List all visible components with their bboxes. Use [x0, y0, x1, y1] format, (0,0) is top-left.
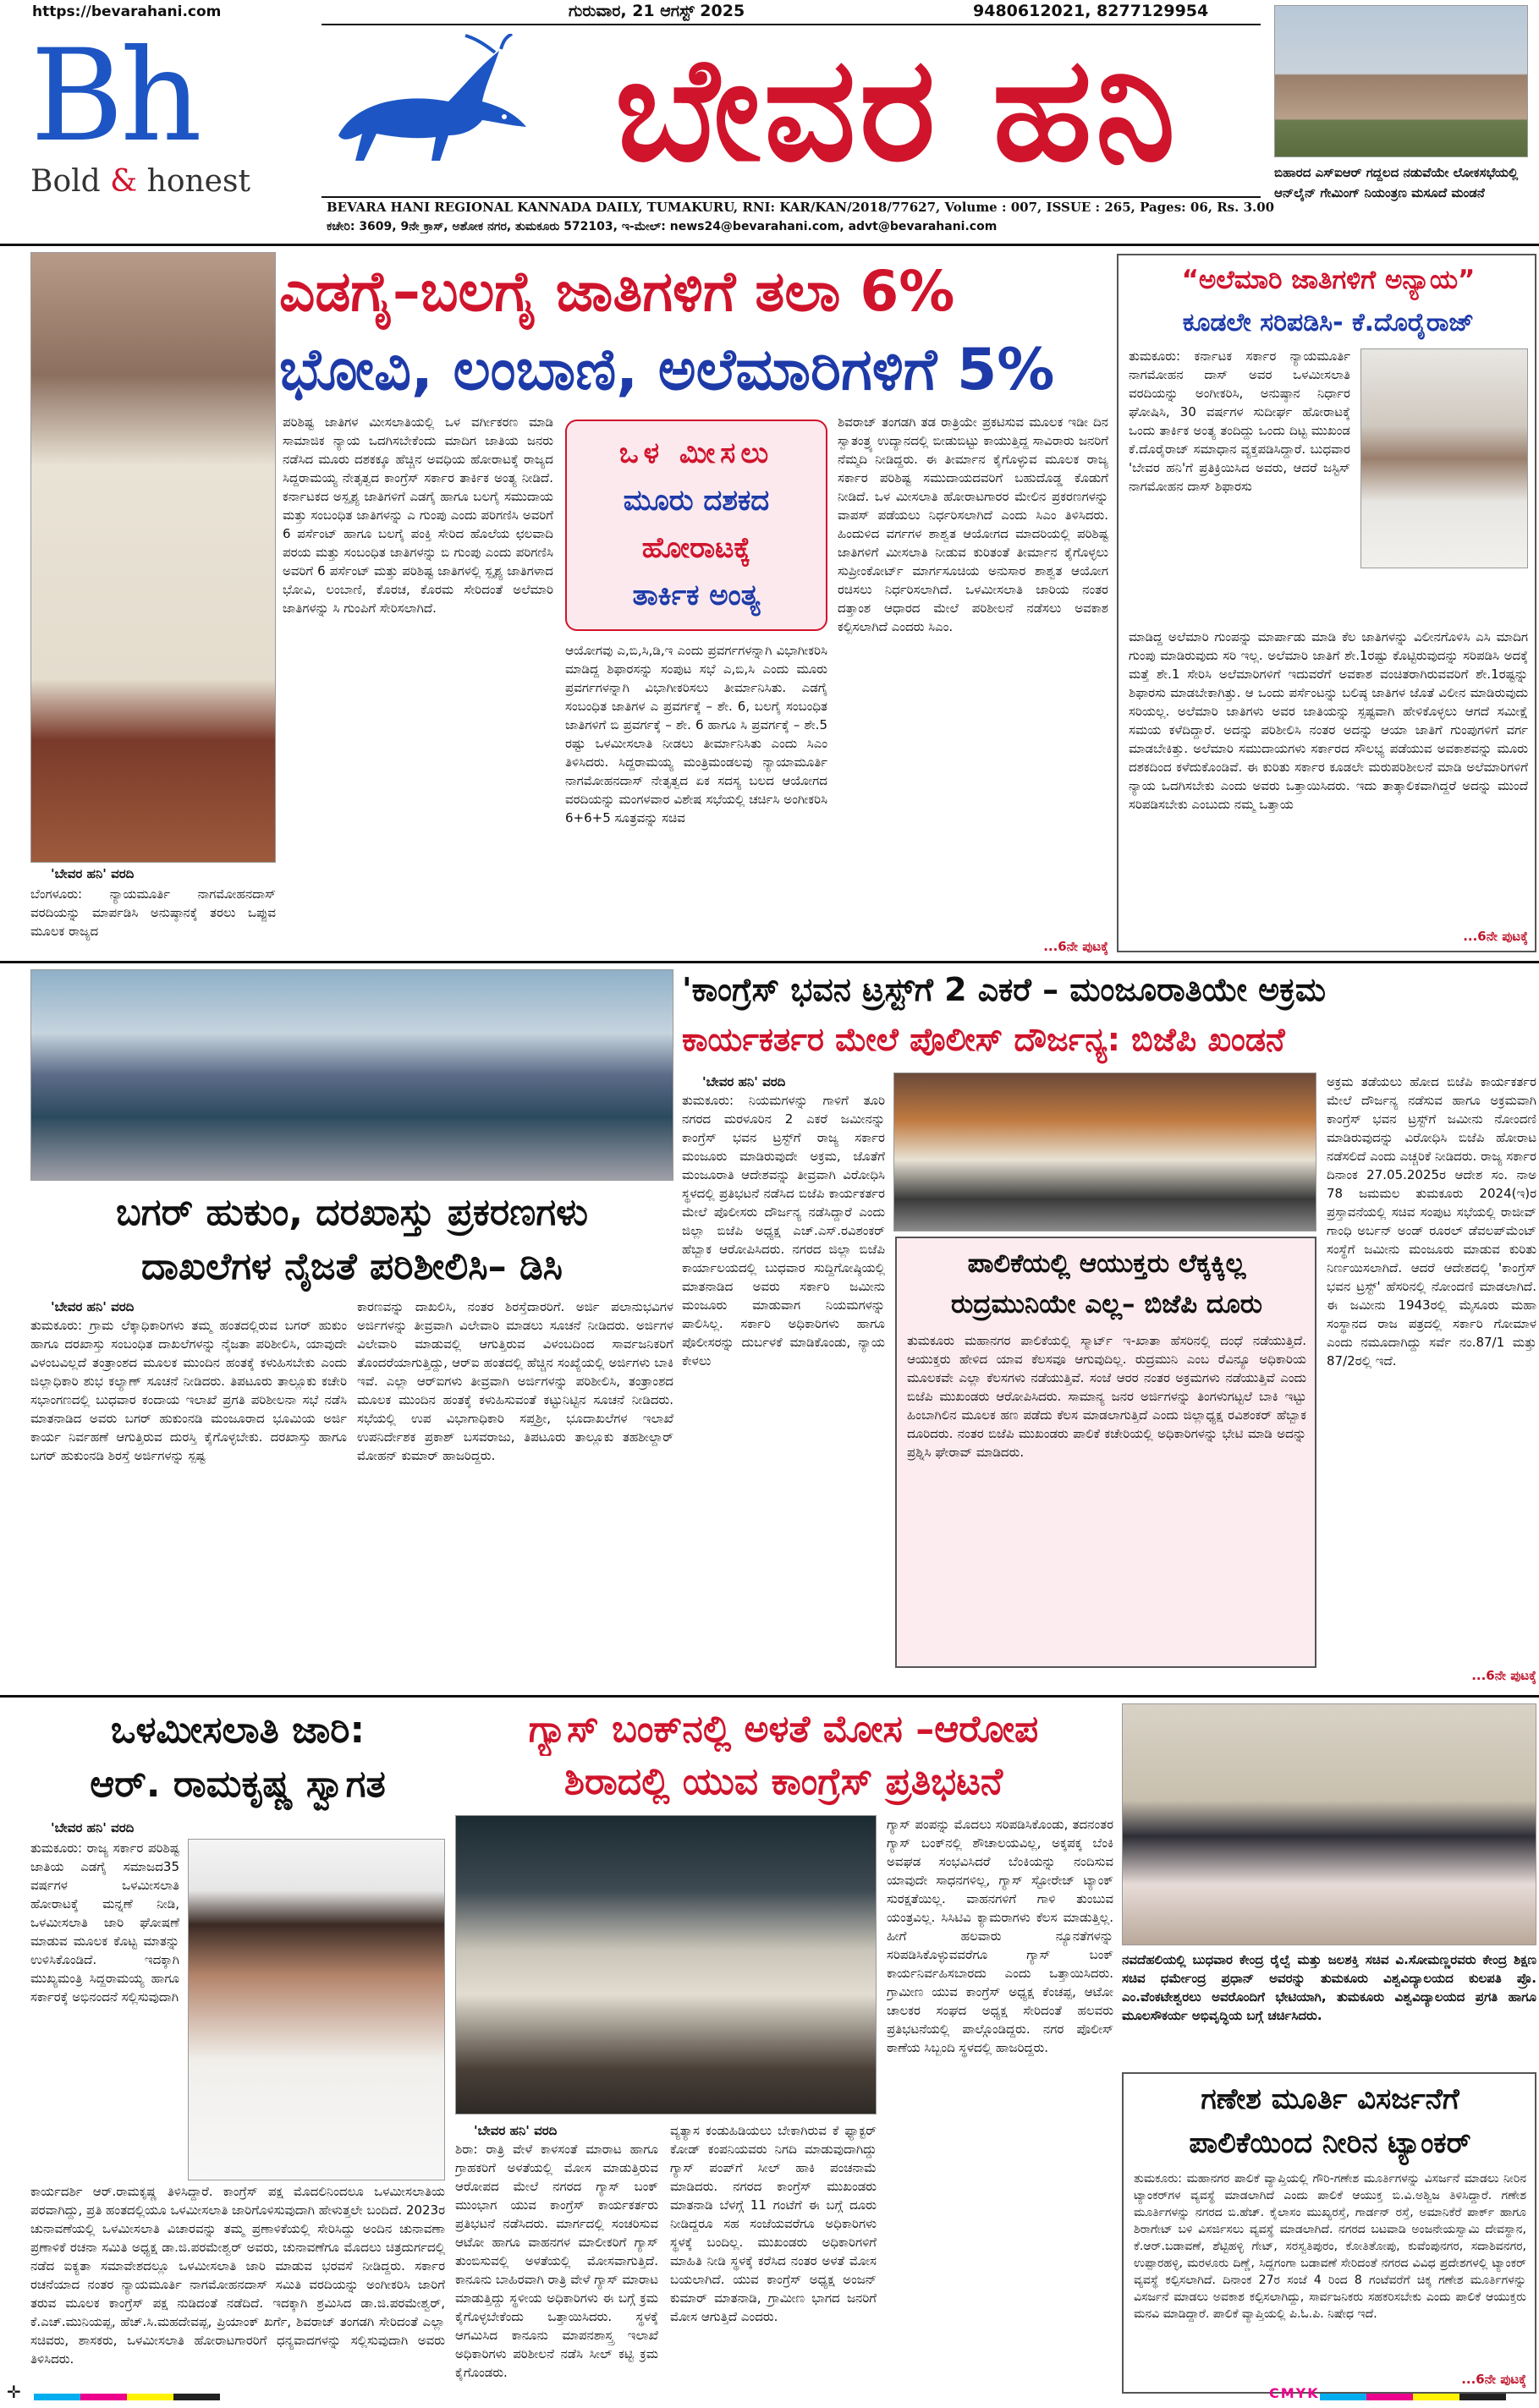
congress-headline-2: ಕಾರ್ಯಕರ್ತರ ಮೇಲೆ ಪೊಲೀಸ್ ದೌರ್ಜನ್ಯ: ಬಿಜೆಪಿ ಖಂಡನೆ — [682, 1021, 1285, 1058]
palike-body: ತುಮಕೂರು ಮಹಾನಗರ ಪಾಲಿಕೆಯಲ್ಲಿ ಸ್ಮಾರ್ಟ್ ಇ-ಖಾತಾ ಹೆಸರಿನಲ್ಲಿ ದಂಧೆ ನಡೆಯುತ್ತಿದೆ. ಆಯುಕ್ತರು ಹೇಳಿದ ಯಾವ ಕೆಲಸವೂ ಆಗುವುದಿಲ್ಲ. ರುದ್ರಮುನಿ ಎಂಬ ರೆವಿನ್ಯೂ ಅಧಿಕಾರಿಯ ಮೂಲಕವೇ ಎಲ್ಲಾ ಕೆಲಸಗಳು ನಡೆಯುತ್ತಿವೆ. ಸಂಜೆ ಆರರ ನಂತರ ಅಕ್ರಮಗಳು ನಡೆಯುತ್ತಿವೆ ಎಂದು ಬಿಜೆಪಿ ಮುಖಂಡರು ಆರೋಪಿಸಿದರು. ಸಾಮಾನ್ಯ ಜನರ ಅರ್ಜಿಗಳನ್ನು ತಿಂಗಳುಗಟ್ಟಲೆ ಬಾಕಿ ಇಟ್ಟು ಹಿಂಬಾಗಿಲಿನ ಮೂಲಕ ಹಣ ಪಡೆದು ಕೆಲಸ ಮಾಡಲಾಗುತ್ತಿದೆ ಎಂದು ಜಿಲ್ಲಾಧ್ಯಕ್ಷ ರವಿಶಂಕರ್ ಹೆಬ್ಬಾಕ ದೂರಿದರು. ನಂತರ ಬಿಜೆಪಿ ಮುಖಂಡರು ಪಾಲಿಕೆ ಕಚೇರಿಯಲ್ಲಿ ಅಧಿಕಾರಿಗಳನ್ನು ಭೇಟಿ ಮಾಡಿ ಅದನ್ನು ಪ್ರಶ್ನಿಸಿ ಘೇರಾವ್ ಮಾಡಿದರು. — [907, 1333, 1306, 1460]
congress-col1: ತುಮಕೂರು: ನಿಯಮಗಳನ್ನು ಗಾಳಿಗೆ ತೂರಿ ನಗರದ ಮರಳೂರಿನ 2 ಎಕರೆ ಜಮೀನನ್ನು ಕಾಂಗ್ರೆಸ್ ಭವನ ಟ್ರಸ್ಟ್‌ಗೆ ರಾಜ್ಯ ಸರ್ಕಾರ ಮಂಜೂರು ಮಾಡಿರುವುದೇ ಅಕ್ರಮ, ಜೊತೆಗೆ ಮಂಜೂರಾತಿ ಆದೇಶವನ್ನು ತೀವ್ರವಾಗಿ ವಿರೋಧಿಸಿ ಸ್ಥಳದಲ್ಲಿ ಪ್ರತಿಭಟನೆ ನಡೆಸಿದ ಬಿಜೆಪಿ ಕಾರ್ಯಕರ್ತರ ಮೇಲೆ ಪೊಲೀಸರು ದೌರ್ಜನ್ಯ ನಡೆಸಿದ್ದಾರೆ ಎಂದು ಜಿಲ್ಲಾ ಬಿಜೆಪಿ ಅಧ್ಯಕ್ಷ ಎಚ್.ಎಸ್.ರವಿಶಂಕರ್ ಹೆಬ್ಬಾಕ ಆರೋಪಿಸಿದರು. ನಗರದ ಜಿಲ್ಲಾ ಬಿಜೆಪಿ ಕಾರ್ಯಾಲಯದಲ್ಲಿ ಬುಧವಾರ ಸುದ್ದಿಗೋಷ್ಠಿಯಲ್ಲಿ ಮಾತನಾಡಿದ ಅವರು ಸರ್ಕಾರಿ ಜಮೀನು ಮಂಜೂರು ಮಾಡುವಾಗ ನಿಯಮಗಳನ್ನು ಪಾಲಿಸಿಲ್ಲ. ಸರ್ಕಾರಿ ಅಧಿಕಾರಿಗಳು ಹಾಗೂ ಪೊಲೀಸರನ್ನು ದುರ್ಬಳಕೆ ಮಾಡಿಕೊಂಡು, ನ್ಯಾಯ ಕೇಳಲು — [682, 1093, 885, 1369]
palike-box — [895, 1237, 1316, 1668]
ramakrishna-photo — [188, 1839, 445, 2180]
congress-headline-1: 'ಕಾಂಗ್ರೆಸ್ ಭವನ ಟ್ರಸ್ಟ್‌ಗೆ 2 ಎಕರೆ – ಮಂಜೂರಾತಿಯೇ ಅಕ್ರಮ — [682, 971, 1327, 1008]
olameesalu-body: ಕಾರ್ಯದರ್ಶಿ ಆರ್.ರಾಮಕೃಷ್ಣ ತಿಳಿಸಿದ್ದಾರೆ. ಕಾಂಗ್ರೆಸ್ ಪಕ್ಷ ಮೊದಲಿನಿಂದಲೂ ಒಳಮೀಸಲಾತಿಯ ಪರವಾಗಿದ್ದು, ಪ್ರತಿ ಹಂತದಲ್ಲಿಯೂ ಒಳಮೀಸಲಾತಿ ಜಾರಿಗೊಳಿಸುವುದಾಗಿ ಹೇಳುತ್ತಲೇ ಬಂದಿದೆ. 2023ರ ಚುನಾವಣೆಯಲ್ಲಿ ಒಳಮೀಸಲಾತಿ ವಿಚಾರವನ್ನು ತಮ್ಮ ಪ್ರಣಾಳಿಕೆಯಲ್ಲಿ ಸೇರಿಸಿದ್ದು ಅಂದಿನ ಚುನಾವಣಾ ಪ್ರಣಾಳಿಕೆ ರಚನಾ ಸಮಿತಿ ಅಧ್ಯಕ್ಷ ಡಾ.ಜಿ.ಪರಮೇಶ್ವರ್ ಅವರು, ಚುನಾವಣೆಗೂ ಮೊದಲು ಚಿತ್ರದುರ್ಗದಲ್ಲಿ ನಡೆದ ಐಕ್ಯತಾ ಸಮಾವೇಶದಲ್ಲೂ ಒಳಮೀಸಲಾತಿ ಜಾರಿ ಮಾಡುವ ಭರವಸೆ ನೀಡಿದ್ದರು. ಸರ್ಕಾರ ರಚನೆಯಾದ ನಂತರ ನ್ಯಾಯಮೂರ್ತಿ ನಾಗಮೋಹನದಾಸ್ ಸಮಿತಿ ವರದಿಯನ್ನು ಅಂಗೀಕರಿಸಿ ಜಾರಿಗೆ ತರುವ ಮೂಲಕ ಕಾಂಗ್ರೆಸ್ ಪಕ್ಷ ನುಡಿದಂತೆ ನಡೆದಿದೆ. ಇದಕ್ಕಾಗಿ ಶ್ರಮಿಸಿದ ಡಾ.ಜಿ.ಪರಮೇಶ್ವರ್, ಕೆ.ಎಚ್.ಮುನಿಯಪ್ಪ, ಹೆಚ್.ಸಿ.ಮಹದೇವಪ್ಪ, ಪ್ರಿಯಾಂಕ್ ಖರ್ಗೆ, ಶಿವರಾಜ್ ತಂಗಡಗಿ ಸೇರಿದಂತೆ ಎಲ್ಲಾ ಸಚಿವರು, ಶಾಸಕರು, ಒಳಮೀಸಲಾತಿ ಹೋರಾಟಗಾರರಿಗೆ ಧನ್ಯವಾದಗಳನ್ನು ಸಲ್ಲಿಸುವುದಾಗಿ ಅವರು ತಿಳಿಸಿದರು. — [30, 2184, 445, 2367]
gas-protest-photo — [455, 1815, 877, 2115]
alemari-continued[interactable]: ...6ನೇ ಪುಟಕ್ಕೆ — [1463, 929, 1528, 944]
bagar-col2: ಕಾರಣವನ್ನು ದಾಖಲಿಸಿ, ನಂತರ ಶಿರಸ್ತೆದಾರರಿಗೆ. ಅರ್ಜಿ ಪಲಾನುಭವಿಗಳ ಅರ್ಜಿಗಳನ್ನು ತೀವ್ರವಾಗಿ ವಿಲೇವಾರಿ ಮಾಡಲು ಸೂಚನೆ ನೀಡಿದರು. ಅರ್ಜಿಗಳ ವಿಲೇವಾರಿ ಮಾಡುವಲ್ಲಿ ಆಗುತ್ತಿರುವ ವಿಳಂಬದಿಂದ ಸಾರ್ವಜನಿಕರಿಗೆ ತೊಂದರೆಯಾಗುತ್ತಿದ್ದು, ಆರ್‌ಐ ಹಂತದಲ್ಲಿ ಹೆಚ್ಚಿನ ಸಂಖ್ಯೆಯಲ್ಲಿ ಅರ್ಜಿಗಳು ಬಾಕಿ ಇವೆ. ಎಲ್ಲಾ ಆರ್‌ಐಗಳು ತೀವ್ರವಾಗಿ ಅರ್ಜಿಗಳನ್ನು ಪರಿಶೀಲಿಸಿ, ತಂತ್ರಾಂಶದ ಮೂಲಕ ಮುಂದಿನ ಹಂತಕ್ಕೆ ಕಳುಹಿಸುವಂತೆ ಕಟ್ಟುನಿಟ್ಟಿನ ಸೂಚನೆ ನೀಡಿದರು. ಸಭೆಯಲ್ಲಿ ಉಪ ವಿಭಾಗಾಧಿಕಾರಿ ಸಪ್ತಶ್ರೀ, ಭೂದಾಖಲೆಗಳ ಇಲಾಖೆ ಉಪನಿರ್ದೇಶಕ ಪ್ರಕಾಶ್ ಬಸವರಾಜು, ತಿಪಟೂರು ತಾಲ್ಲೂಕು ತಹಶೀಲ್ದಾರ್ ಮೋಹನ್ ಕುಮಾರ್ ಹಾಜರಿದ್ದರು. — [357, 1299, 673, 1463]
bagar-headline-2: ದಾಖಲೆಗಳ ನೈಜತೆ ಪರಿಶೀಲಿಸಿ– ಡಿಸಿ — [140, 1245, 563, 1288]
bjp-pressmeet-photo — [893, 1072, 1316, 1231]
color-bar-right — [1320, 2394, 1506, 2400]
lead-col4: ಶಿವರಾಜ್ ತಂಗಡಗಿ ತಡ ರಾತ್ರಿಯೇ ಪ್ರಕಟಿಸುವ ಮೂಲಕ ಇಡೀ ದಿನ ಸ್ವಾತಂತ್ರ್ಯ ಉದ್ಯಾನದಲ್ಲಿ ಬೀಡುಬಿಟ್ಟು ಕಾಯುತ್ತಿದ್ದ ಸಾವಿರಾರು ಜನರಿಗೆ ನೆಮ್ಮದಿ ನೀಡಿದ್ದರು. ಈ ತೀರ್ಮಾನ ಕೈಗೊಳ್ಳುವ ಮೂಲಕ ರಾಜ್ಯ ಸರ್ಕಾರ ಪರಿಶಿಷ್ಟ ಸಮುದಾಯದವರಿಗೆ ಬಹುದೊಡ್ಡ ಕೊಡುಗೆ ನೀಡಿದೆ. ಒಳ ಮೀಸಲಾತಿ ಹೋರಾಟಗಾರರ ಮೇಲಿನ ಪ್ರಕರಣಗಳನ್ನು ವಾಪಸ್ ಪಡೆಯಲು ನಿರ್ಧರಿಸಲಾಗಿದೆ ಎಂದು ಸಿಎಂ ತಿಳಿಸಿದರು. ಹಿಂದುಳಿದ ವರ್ಗಗಳ ಶಾಶ್ವತ ಆಯೋಗದ ಮಾದರಿಯಲ್ಲಿ ಪರಿಶಿಷ್ಟ ಜಾತಿಗಳಿಗೆ ಮೀಸಲಾತಿ ನೀಡುವ ಕುರಿತಂತೆ ತೀರ್ಮಾನ ಕೈಗೊಳ್ಳಲು ಸುಪ್ರೀಂಕೋರ್ಟ್ ಮಾರ್ಗಸೂಚಿಯ ಅನುಸಾರ ಶಾಶ್ವತ ಆಯೋಗ ರಚಿಸಲು ನಿರ್ಧರಿಸಲಾಗಿದೆ. ಒಳಮೀಸಲಾತಿ ಜಾರಿಯ ನಂತರ ದತ್ತಾಂಶ ಆಧಾರದ ಮೇಲೆ ಪರಿಶೀಲನೆ ನಡೆಸಲು ಅವಕಾಶ ಕಲ್ಪಿಸಲಾಗಿದೆ ಎಂದರು ಸಿಎಂ. — [838, 414, 1108, 634]
gas-headline-2: ಶಿರಾದಲ್ಲಿ ಯುವ ಕಾಂಗ್ರೆಸ್ ಪ್ರತಿಭಟನೆ — [563, 1760, 1003, 1803]
alemari-headline-1: “ಅಲೆಮಾರಿ ಜಾತಿಗಳಿಗೆ ಅನ್ಯಾಯ” — [1181, 265, 1476, 295]
ganesha-continued[interactable]: ...6ನೇ ಪುಟಕ್ಕೆ — [1461, 2372, 1526, 2387]
phone-numbers: 9480612021, 8277129954 — [973, 2, 1209, 20]
lead-col1: ಬೆಂಗಳೂರು: ನ್ಯಾಯಮೂರ್ತಿ ನಾಗಮೋಹನದಾಸ್ ವರದಿಯನ್ನು ಮಾರ್ಪಡಿಸಿ ಅನುಷ್ಠಾನಕ್ಕೆ ತರಲು ಒಪ್ಪುವ ಮೂಲಕ ರಾಜ್ಯದ — [30, 886, 276, 939]
gas-col1: ಶಿರಾ: ರಾತ್ರಿ ವೇಳೆ ಕಾಳಸಂತೆ ಮಾರಾಟ ಹಾಗೂ ಗ್ರಾಹಕರಿಗೆ ಅಳತೆಯಲ್ಲಿ ಮೋಸ ಮಾಡುತ್ತಿರುವ ಆರೋಪದ ಮೇಲೆ ನಗರದ ಗ್ಯಾಸ್ ಬಂಕ್ ಮುಂಭಾಗ ಯುವ ಕಾಂಗ್ರೆಸ್ ಕಾರ್ಯಕರ್ತರು ಪ್ರತಿಭಟನೆ ನಡೆಸಿದರು. ಮಾರ್ಗದಲ್ಲಿ ಸಂಚರಿಸುವ ಆಟೋ ಹಾಗೂ ವಾಹನಗಳ ಮಾಲೀಕರಿಗೆ ಗ್ಯಾಸ್ ತುಂಬಿಸುವಲ್ಲಿ ಅಳತೆಯಲ್ಲಿ ಮೋಸವಾಗುತ್ತಿದೆ. ಕಾನೂನು ಬಾಹಿರವಾಗಿ ರಾತ್ರಿ ವೇಳೆ ಗ್ಯಾಸ್ ಮಾರಾಟ ಮಾಡುತ್ತಿದ್ದು ಸ್ಥಳೀಯ ಅಧಿಕಾರಿಗಳು ಈ ಬಗ್ಗೆ ಕ್ರಮ ಕೈಗೊಳ್ಳಬೇಕೆಂದು ಒತ್ತಾಯಿಸಿದರು. ಸ್ಥಳಕ್ಕೆ ಆಗಮಿಸಿದ ಕಾನೂನು ಮಾಪನಶಾಸ್ತ್ರ ಇಲಾಖೆ ಅಧಿಕಾರಿಗಳು ಪರಿಶೀಲನೆ ನಡೆಸಿ ಸೀಲ್ ಕಟ್ಟಿ ಕ್ರಮ ಕೈಗೊಂಡರು. — [455, 2142, 658, 2380]
masthead-title: ಬೇವರ ಹನಿ — [614, 26, 1179, 194]
blackbuck-logo-icon — [305, 34, 533, 169]
lead-headline-2: ಭೋವಿ, ಲಂಬಾಣಿ, ಅಲೆಮಾರಿಗಳಿಗೆ 5% — [279, 337, 1055, 403]
lead-continued[interactable]: ...6ನೇ ಪುಟಕ್ಕೆ — [1043, 939, 1108, 954]
callout-line-4: ತಾರ್ಕಿಕ ಅಂತ್ಯ — [632, 579, 761, 612]
callout-line-3: ಹೋರಾಟಕ್ಕೆ — [641, 531, 751, 565]
bagar-headline-1: ಬಗರ್ ಹುಕುಂ, ದರಖಾಸ್ತು ಪ್ರಕರಣಗಳು — [115, 1191, 589, 1234]
lead-col3: ಆಯೋಗವು ಎ,ಬಿ,ಸಿ,ಡಿ,ಇ ಎಂದು ಪ್ರವರ್ಗಗಳನ್ನಾಗಿ ವಿಭಾಗೀಕರಿಸಿ ಮಾಡಿದ್ದ ಶಿಫಾರಸನ್ನು ಸಂಪುಟ ಸಭೆ ಎ,ಬಿ,ಸಿ ಎಂದು ಮೂರು ಪ್ರವರ್ಗಗಳನ್ನಾಗಿ ವಿಭಾಗೀಕರಿಸಲು ತೀರ್ಮಾನಿಸಿತು. ಎಡಗೈ ಸಂಬಂಧಿತ ಜಾತಿಗಳ ಎ ಪ್ರವರ್ಗಕ್ಕೆ – ಶೇ. 6, ಬಲಗೈ ಸಂಬಂಧಿತ ಜಾತಿಗಳಿಗೆ ಬಿ ಪ್ರವರ್ಗಕ್ಕೆ – ಶೇ. 6 ಹಾಗೂ ಸಿ ಪ್ರವರ್ಗಕ್ಕೆ – ಶೇ.5 ರಷ್ಟು ಒಳಮೀಸಲಾತಿ ನೀಡಲು ತೀರ್ಮಾನಿಸಿತು ಎಂದು ಸಿಎಂ ತಿಳಿಸಿದರು. ಸಿದ್ದರಾಮಯ್ಯ ಮಂತ್ರಿಮಂಡಲವು ನ್ಯಾಯಾಮೂರ್ತಿ ನಾಗಮೋಹನದಾಸ್ ನೇತೃತ್ವದ ಏಕ ಸದಸ್ಯ ಬಲದ ಆಯೋಗದ ವರದಿಯನ್ನು ಮಂಗಳವಾರ ವಿಶೇಷ ಸಭೆಯಲ್ಲಿ ಚರ್ಚಿಸಿ ಅಂಗೀಕರಿಸಿ 6+6+5 ಸೂತ್ರವನ್ನು ಸಚಿವ — [565, 643, 827, 826]
minister-visit-photo — [1122, 1703, 1536, 1945]
cmyk-label: CMYK — [1269, 2385, 1320, 2401]
ganesha-headline-2: ಪಾಲಿಕೆಯಿಂದ ನೀರಿನ ಟ್ಯಾಂಕರ್ — [1189, 2126, 1471, 2160]
gas-col2: ವ್ಯತ್ಯಾಸ ಕಂಡುಹಿಡಿಯಲು ಬೇಕಾಗಿರುವ ಕೆ ಫ್ಯಾಕ್ಟರ್ ಕೋಡ್ ಕಂಪನಿಯವರು ನಿಗದಿ ಮಾಡುವುದಾಗಿದ್ದು ಗ್ಯಾಸ್ ಪಂಪ್‌ಗೆ ಸೀಲ್ ಹಾಕಿ ಪಂಚನಾಮೆ ಮಾಡಿದರು. ನಗರದ ಕಾಂಗ್ರೆಸ್ ಮುಖಂಡರು ಮಾತನಾಡಿ ಬೆಳಗ್ಗೆ 11 ಗಂಟೆಗೆ ಈ ಬಗ್ಗೆ ದೂರು ನೀಡಿದ್ದರೂ ಸಹ ಸಂಜೆಯವರೆಗೂ ಅಧಿಕಾರಿಗಳು ಸ್ಥಳಕ್ಕೆ ಬಂದಿಲ್ಲ. ಮುಖಂಡರು ಅಧಿಕಾರಿಗಳಿಗೆ ಮಾಹಿತಿ ನೀಡಿ ಸ್ಥಳಕ್ಕೆ ಕರೆಸಿದ ನಂತರ ಅಳತೆ ಮೋಸ ಬಯಲಾಗಿದೆ. ಯುವ ಕಾಂಗ್ರೆಸ್ ಅಧ್ಯಕ್ಷ ಅಂಜನ್ ಕುಮಾರ್ ಮಾತನಾಡಿ, ಗ್ರಾಮೀಣ ಭಾಗದ ಜನರಿಗೆ ಮೋಸ ಆಗುತ್ತಿದೆ ಎಂದರು. — [670, 2123, 877, 2324]
doraiaraj-photo — [1360, 348, 1528, 568]
congress-continued[interactable]: ...6ನೇ ಪುಟಕ್ಕೆ — [1471, 1668, 1536, 1683]
olameesalu-top: ತುಮಕೂರು: ರಾಜ್ಯ ಸರ್ಕಾರ ಪರಿಶಿಷ್ಟ ಜಾತಿಯ ಎಡಗೈ ಸಮಾಜದ35 ವರ್ಷಗಳ ಒಳಮೀಸಲಾತಿ ಹೋರಾಟಕ್ಕೆ ಮನ್ನಣೆ ನೀಡಿ, ಒಳಮೀಸಲಾತಿ ಜಾರಿ ಘೋಷಣೆ ಮಾಡುವ ಮೂಲಕ ಕೊಟ್ಟ ಮಾತನ್ನು ಉಳಿಸಿಕೊಂಡಿದೆ. ಇದಕ್ಕಾಗಿ ಮುಖ್ಯಮಂತ್ರಿ ಸಿದ್ದರಾಮಯ್ಯ ಹಾಗೂ ಸರ್ಕಾರಕ್ಕೆ ಅಭಿನಂದನೆ ಸಲ್ಲಿಸುವುದಾಗಿ — [30, 1840, 179, 2005]
gas-byline: 'ಬೇವರ ಹನಿ' ವರದಿ — [474, 2123, 558, 2138]
brand-logo — [30, 23, 284, 240]
gas-headline-1: ಗ್ಯಾಸ್ ಬಂಕ್‌ನಲ್ಲಿ ಅಳತೆ ಮೋಸ –ಆರೋಪ — [528, 1708, 1039, 1751]
palike-headline-1: ಪಾಲಿಕೆಯಲ್ಲಿ ಆಯುಕ್ತರು ಲೆಕ್ಕಕ್ಕಿಲ್ಲ — [967, 1248, 1246, 1279]
callout-line-1: ಒಳ ಮೀಸಲು — [618, 436, 774, 470]
callout-line-2: ಮೂರು ದಶಕದ — [623, 484, 770, 518]
registration-mark-icon: ✛ — [7, 2382, 21, 2402]
minister-visit-caption: ನವದೆಹಲಿಯಲ್ಲಿ ಬುಧವಾರ ಕೇಂದ್ರ ರೈಲ್ವೆ ಮತ್ತು ಜಲಶಕ್ತಿ ಸಚಿವ ವಿ.ಸೋಮಣ್ಣರವರು ಕೇಂದ್ರ ಶಿಕ್ಷಣ ಸಚಿವ ಧರ್ಮೇಂದ್ರ ಪ್ರಧಾನ್ ಅವರನ್ನು ತುಮಕೂರು ವಿಶ್ವವಿದ್ಯಾಲಯದ ಕುಲಪತಿ ಪ್ರೊ. ಎಂ.ವೆಂಕಟೇಶ್ವರಲು ಅವರೊಂದಿಗೆ ಭೇಟಿಯಾಗಿ, ತುಮಕೂರು ವಿಶ್ವವಿದ್ಯಾಲಯದ ಪ್ರಗತಿ ಹಾಗೂ ಮೂಲಸೌಕರ್ಯ ಅಭಿವೃದ್ಧಿಯ ಬಗ್ಗೆ ಚರ್ಚಿಸಿದರು. — [1122, 1952, 1536, 2023]
palike-headline-2: ರುದ್ರಮುನಿಯೇ ಎಲ್ಲ– ಬಿಜೆಪಿ ದೂರು — [951, 1289, 1262, 1319]
bagar-col1: ತುಮಕೂರು: ಗ್ರಾಮ ಲೆಕ್ಕಾಧಿಕಾರಿಗಳು ತಮ್ಮ ಹಂತದಲ್ಲಿರುವ ಬಗರ್ ಹುಕುಂ ಹಾಗೂ ದರಖಾಸ್ತು ಸಂಬಂಧಿತ ದಾಖಲೆಗಳನ್ನು ನೈಜತಾ ಪರಿಶೀಲಿಸಿ, ಯಾವುದೇ ವಿಳಂಬವಿಲ್ಲದೆ ತಂತ್ರಾಂಶದ ಮೂಲಕ ಮುಂದಿನ ಹಂತಕ್ಕೆ ಕಳುಹಿಸಬೇಕು ಎಂದು ಜಿಲ್ಲಾಧಿಕಾರಿ ಶುಭ ಕಲ್ಯಾಣ್ ಸೂಚನೆ ನೀಡಿದರು. ತಿಪಟೂರು ತಾಲ್ಲೂಕು ಕಚೇರಿ ಸಭಾಂಗಣದಲ್ಲಿ ಬುಧವಾರ ಕಂದಾಯ ಇಲಾಖೆ ಪ್ರಗತಿ ಪರಿಶೀಲನಾ ಸಭೆ ನಡೆಸಿ ಮಾತನಾಡಿದ ಅವರು ಬಗರ್ ಹುಕುಂನಡಿ ಮಂಜೂರಾದ ಭೂಮಿಯ ಅರ್ಜಿ ಕಾರ್ಯ ನಿರ್ವಹಣೆ ಆಗುತ್ತಿರುವ ದುರಸ್ತಿ ಕೈಗೊಳ್ಳಬೇಕು. ದರಖಾಸ್ತು ಹಾಗೂ ಬಗರ್ ಹುಕುಂನಡಿ ಶಿರಸ್ತೆ ಅರ್ಜಿಗಳನ್ನು ಸ್ಪಷ್ಟ — [30, 1318, 347, 1463]
issue-date: ಗುರುವಾರ, 21 ಆಗಸ್ಟ್ 2025 — [569, 2, 745, 20]
ganesha-headline-1: ಗಣೇಶ ಮೂರ್ತಿ ವಿಸರ್ಜನೆಗೆ — [1201, 2082, 1459, 2116]
olameesalu-headline-1: ಒಳಮೀಸಲಾತಿ ಜಾರಿ: — [110, 1709, 366, 1752]
lead-col2: ಪರಿಶಿಷ್ಟ ಜಾತಿಗಳ ಮೀಸಲಾತಿಯಲ್ಲಿ ಒಳ ವರ್ಗೀಕರಣ ಮಾಡಿ ಸಾಮಾಜಿಕ ನ್ಯಾಯ ಒದಗಿಸಬೇಕೆಂದು ಮಾದಿಗ ಜಾತಿಯ ಜನರು ನಡೆಸಿದ ಮೂರು ದಶಕಕ್ಕೂ ಹೆಚ್ಚಿನ ಅವಧಿಯ ಹೋರಾಟಕ್ಕೆ ರಾಜ್ಯದ ಸಿದ್ದರಾಮಯ್ಯ ನೇತೃತ್ವದ ಕಾಂಗ್ರೆಸ್ ಸರ್ಕಾರ ತಾರ್ಕಿಕ ಅಂತ್ಯ ನೀಡಿದೆ. ಕರ್ನಾಟಕದ ಅಸ್ಪೃಶ್ಯ ಜಾತಿಗಳಿಗೆ ಎಡಗೈ ಹಾಗೂ ಬಲಗೈ ಸಮುದಾಯ ಮತ್ತು ಸಂಬಂಧಿತ ಜಾತಿಗಳನ್ನು ಎ ಗುಂಪು ಎಂದು ಪರಿಗಣಿಸಿ ಅವರಿಗೆ 6 ಪರ್ಸೆಂಟ್ ಹಾಗೂ ಬಲಗೈ ಪಂಕ್ತಿ ಸೇರಿದ ಹೊಲೆಯ ಛಲವಾದಿ ಪರಯ ಮತ್ತು ಸಂಬಂಧಿತ ಜಾತಿಗಳನ್ನು ಬಿ ಗುಂಪು ಎಂದು ಪರಿಗಣಿಸಿ ಅವರಿಗೆ 6 ಪರ್ಸೆಂಟ್ ಮತ್ತು ಪರಿಶಿಷ್ಟ ಜಾತಿಗಳಲ್ಲಿ ಸ್ಪೃಶ್ಯ ಜಾತಿಗಳಾದ ಭೋವಿ, ಲಂಬಾಣಿ, ಕೊರಚ, ಕೊರಮ ಸೇರಿದಂತೆ ಅಲೆಮಾರಿ ಜಾತಿಗಳನ್ನು ಸಿ ಗುಂಪಿಗೆ ಸೇರಿಸಲಾಗಿದೆ. — [283, 414, 553, 616]
congress-byline: 'ಬೇವರ ಹನಿ' ವರದಿ — [702, 1074, 786, 1089]
lead-photo-credit: 'ಬೇವರ ಹನಿ' ವರದಿ — [51, 866, 135, 881]
dc-meeting-photo — [30, 969, 673, 1181]
alemari-box — [1117, 254, 1536, 952]
registration-line: BEVARA HANI REGIONAL KANNADA DAILY, TUMAKURU, RNI: KAR/KAN/2018/77627, Volume : 007, ISSUE : 265, Pages: 06, Rs. 3.00 — [327, 200, 1275, 215]
ganesha-body: ತುಮಕೂರು: ಮಹಾನಗರ ಪಾಲಿಕೆ ವ್ಯಾಪ್ತಿಯಲ್ಲಿ ಗೌರಿ-ಗಣೇಶ ಮೂರ್ತಿಗಳನ್ನು ವಿಸರ್ಜನೆ ಮಾಡಲು ನೀರಿನ ಟ್ಯಾಂಕರ್‌ಗಳ ವ್ಯವಸ್ಥೆ ಮಾಡಲಾಗಿದೆ ಎಂದು ಪಾಲಿಕೆ ಆಯುಕ್ತ ಬಿ.ವಿ.ಅಶ್ವಿಜ ತಿಳಿಸಿದ್ದಾರೆ. ಗಣೇಶ ಮೂರ್ತಿಗಳನ್ನು ನಗರದ ಬಿ.ಹೆಚ್. ಕೈಲಾಸಂ ಮುಖ್ಯರಸ್ತೆ, ಗಾರ್ಡನ್ ರಸ್ತೆ, ಅಮಾನಿಕೆರೆ ಪಾರ್ಕ್ ಹಾಗೂ ಶಿರಾಗೇಟ್ ಬಳಿ ವಿಸರ್ಜಿಸಲು ವ್ಯವಸ್ಥೆ ಮಾಡಲಾಗಿದೆ. ನಗರದ ಬಟವಾಡಿ ಅಂಜನೇಯಸ್ವಾಮಿ ದೇವಸ್ಥಾನ, ಕೆ.ಆರ್.ಬಡಾವಣೆ, ಶೆಟ್ಟಿಹಳ್ಳಿ ಗೇಟ್, ಸರಸ್ವತಿಪುರಂ, ಕೋತಿತೋಪು, ಕುವೆಂಪುನಗರ, ಸದಾಶಿವನಗರ, ಉಪ್ಪಾರಹಳ್ಳಿ, ಮರಳೂರು ದಿಣ್ಣೆ, ಸಿದ್ದಗಂಗಾ ಬಡಾವಣೆ ಸೇರಿದಂತೆ ನಗರದ ವಿವಿಧ ಪ್ರದೇಶಗಳಲ್ಲಿ ಟ್ಯಾಂಕರ್ ವ್ಯವಸ್ಥೆ ಕಲ್ಪಿಸಲಾಗಿದೆ. ದಿನಾಂಕ 27ರ ಸಂಜೆ 4 ರಿಂದ 8 ಗಂಟೆವರೆಗೆ ಚಿಕ್ಕ ಗಣೇಶ ಮೂರ್ತಿಗಳನ್ನು ವಿಸರ್ಜನೆ ಮಾಡಲು ಅವಕಾಶ ಕಲ್ಪಿಸಲಾಗಿದ್ದು, ಸಾರ್ವಜನಿಕರು ಸಹಕರಿಸಬೇಕು ಎಂದು ಪಾಲಿಕೆ ಆಯುಕ್ತರು ಮನವಿ ಮಾಡಿದ್ದಾರೆ. ಪಾಲಿಕೆ ವ್ಯಾಪ್ತಿಯಲ್ಲಿ ಪಿ.ಓ.ಪಿ. ನಿಷೇಧ ಇದೆ. — [1134, 2172, 1526, 2321]
teaser-text[interactable]: ಬಿಹಾರದ ಎಸ್‌ಐಆರ್ ಗದ್ದಲದ ನಡುವೆಯೇ ಲೋಕಸಭೆಯಲ್ಲಿ ಆನ್‌ಲೈನ್ ಗೇಮಿಂಗ್ ನಿಯಂತ್ರಣ ಮಸೂದೆ ಮಂಡನೆ — [1274, 165, 1519, 200]
address-line: ಕಚೇರಿ: 3609, 9ನೇ ಕ್ರಾಸ್, ಅಶೋಕ ನಗರ, ತುಮಕೂರು 572103, ಇ-ಮೇಲ್: news24@bevarahani.com, advt@bevarahani.com — [327, 220, 998, 233]
congress-col2: ಅಕ್ರಮ ತಡೆಯಲು ಹೋದ ಬಿಜೆಪಿ ಕಾರ್ಯಕರ್ತರ ಮೇಲೆ ದೌರ್ಜನ್ಯ ನಡೆಸುವ ಹಾಗೂ ಅಕ್ರಮವಾಗಿ ಕಾಂಗ್ರೆಸ್ ಭವನ ಟ್ರಸ್ಟ್‌ಗೆ ಜಮೀನು ನೋಂದಣಿ ಮಾಡಿರುವುದನ್ನು ವಿರೋಧಿಸಿ ಬಿಜೆಪಿ ಹೋರಾಟ ನಡೆಸಲಿದೆ ಎಂದು ಎಚ್ಚರಿಕೆ ನೀಡಿದರು. ರಾಜ್ಯ ಸರ್ಕಾರ ದಿನಾಂಕ 27.05.2025ರ ಆದೇಶ ಸಂ. ನಾಅ 78 ಜಮಮಲ ತುಮಕೂರು 2024(ಇ)ರ ಪ್ರಸ್ತಾವನೆಯಲ್ಲಿ ಸಚಿವ ಸಂಪುಟ ಸಭೆಯಲ್ಲಿ ರಾಜೀವ್ ಗಾಂಧಿ ಅರ್ಬನ್ ಅಂಡ್ ರೂರಲ್ ಡೆವಲಪ್‌ಮೆಂಟ್ ಸಂಸ್ಥೆಗೆ ಜಮೀನು ಮಂಜೂರು ಮಾಡುವ ಕುರಿತು ನಿರ್ಣಯಿಸಲಾಗಿದೆ. ಆದರೆ ಆದೇಶದಲ್ಲಿ 'ಕಾಂಗ್ರೆಸ್ ಭವನ ಟ್ರಸ್ಟ್' ಹೆಸರಿನಲ್ಲಿ ನೋಂದಣಿ ಮಾಡಲಾಗಿದೆ. ಈ ಜಮೀನು 1943ರಲ್ಲಿ ಮೈಸೂರು ಮಹಾ ಸಂಸ್ಥಾನದ ರಾಜ ಪತ್ರದಲ್ಲಿ ಸರ್ಕಾರಿ ಗೋಮಾಳ ಎಂದು ನಮೂದಾಗಿದ್ದು ಸರ್ವೆ ನಂ.87/1 ಮತ್ತು 87/2ರಲ್ಲಿ ಇದೆ. — [1327, 1074, 1536, 1369]
masthead — [0, 0, 1539, 245]
site-url[interactable]: https://bevarahani.com — [32, 3, 222, 20]
alemari-body: ಮಾಡಿದ್ದ ಅಲೆಮಾರಿ ಗುಂಪನ್ನು ಮಾರ್ಪಾಡು ಮಾಡಿ ಕೆಲ ಜಾತಿಗಳನ್ನು ವಿಲೀನಗೊಳಿಸಿ ಎಸಿ ಮಾದಿಗ ಗುಂಪು ಮಾಡಿರುವುದು ಸರಿ ಇಲ್ಲ. ಅಲೆಮಾರಿ ಜಾತಿಗೆ ಶೇ.1ರಷ್ಟು ಕೊಟ್ಟಿರುವುದನ್ನು ಸರಿಪಡಿಸಿ ಅದಕ್ಕೆ ಮತ್ತೆ ಶೇ.1 ಸೇರಿಸಿ ಅಲೆಮಾರಿಗಳಿಗೆ ಇದುವರೆಗೆ ಅವಕಾಶ ವಂಚಿತರಾಗಿರುವವರಿಗೆ ಶೇ.1ರಷ್ಟನ್ನು ಶಿಫಾರಸು ಮಾಡಬೇಕಾಗಿತ್ತು. ಆ ಒಂದು ಪರ್ಸೆಂಟನ್ನು ಬಲಿಷ್ಠ ಜಾತಿಗಳ ಜೊತೆ ವಿಲೀನ ಮಾಡಿರುವುದು ಸರಿಯಲ್ಲ. ಅಲೆಮಾರಿ ಜಾತಿಗಳು ಅವರ ಜಾತಿಯನ್ನು ಸ್ಪಷ್ಟವಾಗಿ ಹೇಳಿಕೊಳ್ಳಲು ಆಗದೆ ಸಮೀಕ್ಷೆ ಸಮಯ ಕಳೆದಿದ್ದಾರೆ. ಅದನ್ನು ಪರಿಶೀಲಿಸಿ ನಂತರ ಅದನ್ನು ಆಯಾ ಜಾತಿಗೆ ಗುಂಪುಗಳಿಗೆ ವರ್ಗ ಮಾಡಬೇಕಿತ್ತು. ಅಲೆಮಾರಿ ಸಮುದಾಯಗಳು ಸರ್ಕಾರದ ಸೌಲಭ್ಯ ಪಡೆಯುವ ಅವಕಾಶವನ್ನು ಮೂರು ದಶಕದಿಂದ ಕಳೆದುಕೊಂಡಿವೆ. ಈ ಕುರಿತು ಸರ್ಕಾರ ಕೂಡಲೇ ಮರುಪರಿಶೀಲನೆ ಮಾಡಿ ಅಲೆಮಾರಿಗಳಿಗೆ ನ್ಯಾಯ ಒದಗಿಸಬೇಕು ಎಂದು ಅವರು ಒತ್ತಾಯಿಸಿದರು. ಇದು ತಾತ್ಕಾಲಿಕವಾಗಿದ್ದರೆ ಅದನ್ನು ಮುಂದೆ ಸರಿಪಡಿಸಬೇಕು ಎಂಬುದು ನಮ್ಮ ಒತ್ತಾಯ — [1129, 629, 1528, 812]
alemari-top-text: ತುಮಕೂರು: ಕರ್ನಾಟಕ ಸರ್ಕಾರ ನ್ಯಾಯಮೂರ್ತಿ ನಾಗಮೋಹನ ದಾಸ್ ಅವರ ಒಳಮೀಸಲಾತಿ ವರದಿಯನ್ನು ಅಂಗೀಕರಿಸಿ, ಅನುಷ್ಠಾನ ನಿರ್ಧಾರ ಘೋಷಿಸಿ, 30 ವರ್ಷಗಳ ಸುದೀರ್ಘ ಹೋರಾಟಕ್ಕೆ ಒಂದು ತಾರ್ಕಿಕ ಅಂತ್ಯ ತಂದಿದ್ದು ಒಂದು ದಿಟ್ಟ ಮುಖಂಡ ಕೆ.ದೊರೈರಾಜ್ ಸಮಾಧಾನ ವ್ಯಕ್ತಪಡಿಸಿದ್ದಾರೆ. ಬುಧವಾರ 'ಬೇವರ ಹನಿ'ಗೆ ಪ್ರತಿಕ್ರಿಯಿಸಿದ ಅವರು, ಆದರೆ ಜಸ್ಟಿಸ್ ನಾಗಮೋಹನ ದಾಸ್ ಶಿಫಾರಸು — [1129, 348, 1350, 494]
olameesalu-byline: 'ಬೇವರ ಹನಿ' ವರದಿ — [51, 1820, 135, 1835]
cm-photo — [30, 252, 276, 863]
parliament-photo — [1274, 5, 1528, 157]
color-bar-left — [34, 2394, 220, 2400]
olameesalu-headline-2: ಆರ್. ರಾಮಕೃಷ್ಣ ಸ್ವಾಗತ — [90, 1763, 386, 1806]
lead-callout-box — [565, 420, 827, 631]
lead-headline-1: ಎಡಗೈ–ಬಲಗೈ ಜಾತಿಗಳಿಗೆ ತಲಾ 6% — [279, 259, 955, 324]
logo-letters: Bh — [30, 23, 199, 170]
gas-col3: ಗ್ಯಾಸ್ ಪಂಪನ್ನು ಮೊದಲು ಸರಿಪಡಿಸಿಕೊಂಡು, ತದನಂತರ ಗ್ಯಾಸ್ ಬಂಕ್‌ನಲ್ಲಿ ಶೌಚಾಲಯವಿಲ್ಲ, ಅಕ್ಕಪಕ್ಕ ಬೆಂಕಿ ಅವಘಡ ಸಂಭವಿಸಿದರೆ ಬೆಂಕಿಯನ್ನು ನಂದಿಸುವ ಯಾವುದೇ ಸಾಧನಗಳಿಲ್ಲ, ಗ್ಯಾಸ್ ಸ್ಟೋರೇಜ್ ಟ್ಯಾಂಕ್ ಸುರಕ್ಷತೆಯಿಲ್ಲ. ವಾಹನಗಳಿಗೆ ಗಾಳಿ ತುಂಬುವ ಯಂತ್ರವಿಲ್ಲ. ಸಿಸಿಟಿವಿ ಕ್ಯಾಮರಾಗಳು ಕೆಲಸ ಮಾಡುತ್ತಿಲ್ಲ. ಹೀಗೆ ಹಲವಾರು ನ್ಯೂನತೆಗಳನ್ನು ಸರಿಪಡಿಸಿಕೊಳ್ಳುವವರೆಗೂ ಗ್ಯಾಸ್ ಬಂಕ್ ಕಾರ್ಯನಿರ್ವಹಿಸಬಾರದು ಎಂದು ಒತ್ತಾಯಿಸಿದರು. ಗ್ರಾಮೀಣ ಯುವ ಕಾಂಗ್ರೆಸ್ ಅಧ್ಯಕ್ಷ ಕೆಂಚಪ್ಪ, ಆಟೋ ಚಾಲಕರ ಸಂಘದ ಅಧ್ಯಕ್ಷ ಸೇರಿದಂತೆ ಹಲವರು ಪ್ರತಿಭಟನೆಯಲ್ಲಿ ಪಾಲ್ಗೊಂಡಿದ್ದರು. ನಗರ ಪೊಲೀಸ್ ಠಾಣೆಯ ಸಿಬ್ಬಂದಿ ಸ್ಥಳದಲ್ಲಿ ಹಾಜರಿದ್ದರು. — [887, 1817, 1113, 2055]
ganesha-box — [1122, 2072, 1536, 2394]
logo-tagline: Bold & honest — [30, 164, 250, 199]
alemari-headline-2: ಕೂಡಲೇ ಸರಿಪಡಿಸಿ- ಕೆ.ದೊರೈರಾಜ್ — [1182, 308, 1475, 337]
bagar-byline: 'ಬೇವರ ಹನಿ' ವರದಿ — [51, 1299, 135, 1314]
